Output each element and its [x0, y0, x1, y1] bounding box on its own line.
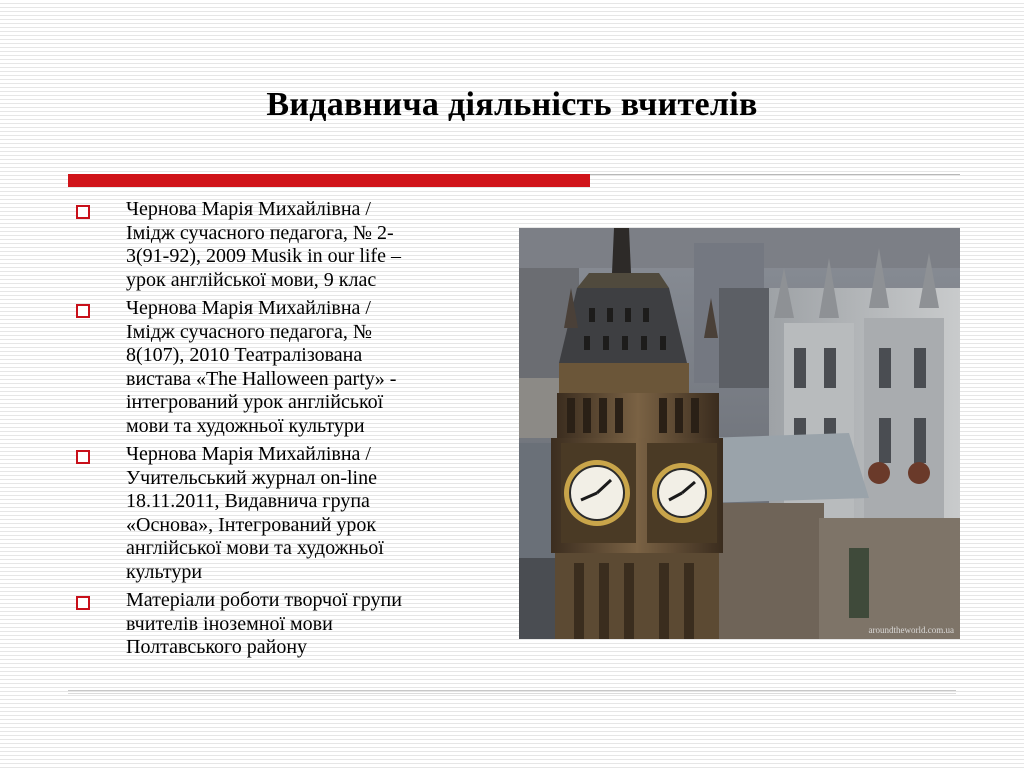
bullet-text: Чернова Марія Михайлівна / Імідж сучасного педагога, № 2- 3(91-92), 2009 Musik in our life – урок англійської мови, 9 клас [126, 198, 401, 291]
bullet-item [76, 443, 476, 584]
bullet-item [76, 589, 476, 660]
bullet-list [76, 198, 476, 665]
bullet-item [76, 297, 476, 438]
bullet-text: Чернова Марія Михайлівна / Імідж сучасного педагога, № 8(107), 2010 Театралізована вистава «The Halloween party» - інтегрований урок англійської мови та художньої культури [126, 297, 397, 437]
square-bullet-icon [76, 205, 90, 219]
square-bullet-icon [76, 304, 90, 318]
square-bullet-icon [76, 450, 90, 464]
title-divider [68, 174, 960, 188]
bullet-text: Матеріали роботи творчої групи вчителів іноземної мови Полтавського району [126, 589, 402, 658]
title-divider-grey-line [590, 174, 960, 175]
footer-divider [68, 690, 956, 694]
title-divider-red-bar [68, 174, 590, 187]
photo-watermark: aroundtheworld.com.ua [868, 625, 954, 635]
big-ben-illustration [519, 228, 960, 639]
slide-title: Видавнича діяльність вчителів [266, 86, 758, 123]
square-bullet-icon [76, 596, 90, 610]
big-ben-photo [519, 228, 960, 639]
bullet-item [76, 198, 476, 292]
bullet-text: Чернова Марія Михайлівна / Учительський журнал on-line 18.11.2011, Видавнича група «Основа», Інтегрований урок англійської мови та художньої культури [126, 443, 384, 583]
